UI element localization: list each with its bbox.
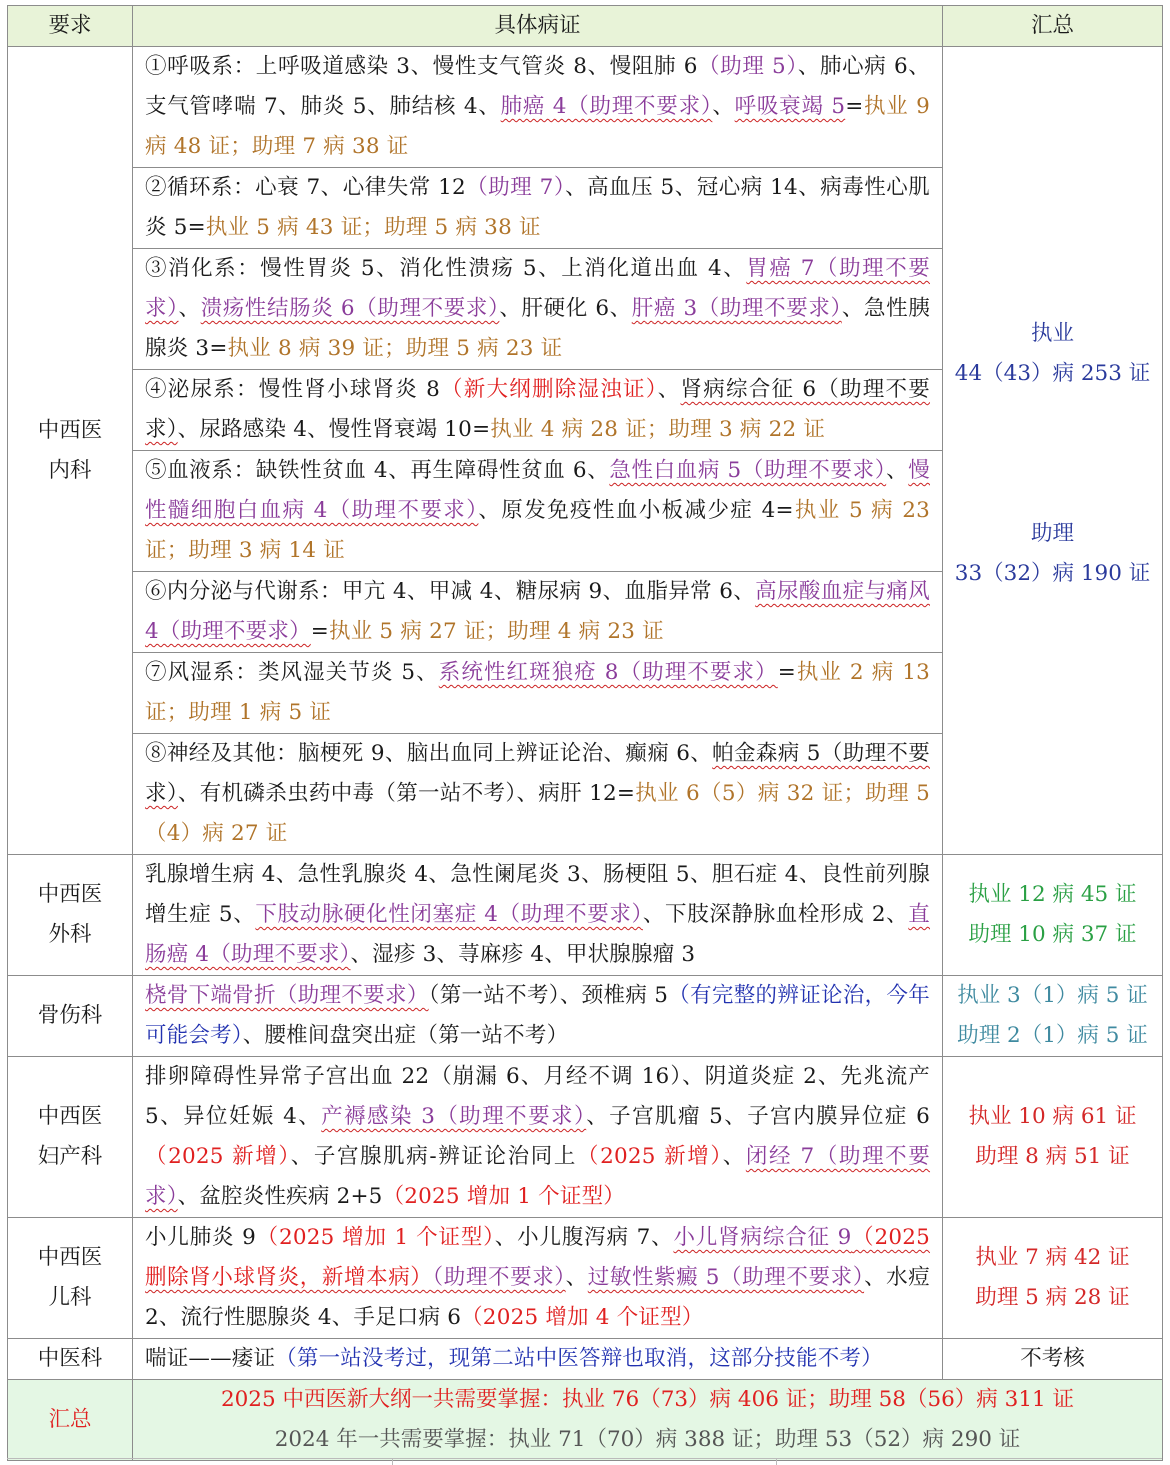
- tcm-cell: 喘证——痿证（第一站没考过，现第二站中医答辩也取消，这部分技能不考）: [133, 1339, 943, 1380]
- gyn-row: [8, 1057, 1163, 1218]
- peds-label: 中西医 儿科: [8, 1218, 133, 1339]
- peds-summary: 执业 7 病 42 证 助理 5 病 28 证: [943, 1218, 1163, 1339]
- digestive-cell: ③消化系：慢性胃炎 5、消化性溃疡 5、上消化道出血 4、胃癌 7（助理不要求）、溃疡性结肠炎 6（助理不要求）、肝硬化 6、肝癌 3（助理不要求）、急性胰腺炎 3=执业 8 病 39 证；助理 5 病 23 证: [133, 249, 943, 370]
- surgery-summary: 执业 12 病 45 证 助理 10 病 37 证: [943, 855, 1163, 976]
- gyn-label: 中西医 妇产科: [8, 1057, 133, 1218]
- ortho-row: [8, 976, 1163, 1057]
- internal-summary: [943, 47, 1163, 855]
- endocrine-cell: ⑥内分泌与代谢系：甲亢 4、甲减 4、糖尿病 9、血脂异常 6、高尿酸血症与痛风 4（助理不要求）=执业 5 病 27 证；助理 4 病 23 证: [133, 572, 943, 653]
- gyn-cell: 排卵障碍性异常子宫出血 22（崩漏 6、月经不调 16）、阴道炎症 2、先兆流产 5、异位妊娠 4、产褥感染 3（助理不要求）、子宫肌瘤 5、子宫内膜异位症 6（2025 新增）、子宫腺肌病-辨证论治同上（2025 新增）、闭经 7（助理不要求）、盆腔炎性疾病 2+5（2025 增加 1 个证型）: [133, 1057, 943, 1218]
- blood-cell: ⑤血液系：缺铁性贫血 4、再生障碍性贫血 6、急性白血病 5（助理不要求）、慢性髓细胞白血病 4（助理不要求）、原发免疫性血小板减少症 4=执业 5 病 23 证；助理 3 病 14 证: [133, 451, 943, 572]
- respiratory-cell: ①呼吸系：上呼吸道感染 3、慢性支气管炎 8、慢阻肺 6（助理 5）、肺心病 6、支气管哮喘 7、肺炎 5、肺结核 4、肺癌 4（助理不要求）、呼吸衰竭 5=执业 9 病 48 证；助理 7 病 38 证: [133, 47, 943, 168]
- total-cell: [133, 1380, 1163, 1461]
- ortho-cell: 桡骨下端骨折（助理不要求）（第一站不考）、颈椎病 5（有完整的辨证论治，今年可能会考）、腰椎间盘突出症（第一站不考）: [133, 976, 943, 1057]
- ortho-summary: 执业 3（1）病 5 证 助理 2（1）病 5 证: [943, 976, 1163, 1057]
- rheumatic-cell: ⑦风湿系：类风湿关节炎 5、系统性红斑狼疮 8（助理不要求）=执业 2 病 13 证；助理 1 病 5 证: [133, 653, 943, 734]
- total-label: 汇总: [8, 1380, 133, 1461]
- header-row: [8, 6, 1163, 47]
- neuro-cell: ⑧神经及其他：脑梗死 9、脑出血同上辨证论治、癫痫 6、帕金森病 5（助理不要求）、有机磷杀虫药中毒（第一站不考）、病肝 12=执业 6（5）病 32 证；助理 5（4）病 27 证: [133, 734, 943, 855]
- bottom-divider: [7, 1458, 1162, 1459]
- ortho-label: 骨伤科: [8, 976, 133, 1057]
- tcm-row: [8, 1339, 1163, 1380]
- header-details: 具体病证: [133, 6, 943, 47]
- header-requirement: 要求: [8, 6, 133, 47]
- tcm-label: 中医科: [8, 1339, 133, 1380]
- peds-cell: 小儿肺炎 9（2025 增加 1 个证型）、小儿腹泻病 7、小儿肾病综合征 9（2025 删除肾小球肾炎，新增本病）（助理不要求）、过敏性紫癜 5（助理不要求）、水痘 2、流行性腮腺炎 4、手足口病 6（2025 增加 4 个证型）: [133, 1218, 943, 1339]
- internal-practice-count: 44（43）病 253 证: [954, 360, 1151, 386]
- syllabus-table: [7, 5, 1163, 1461]
- internal-assistant-label: 助理: [1030, 520, 1074, 546]
- surgery-cell: 乳腺增生病 4、急性乳腺炎 4、急性阑尾炎 3、肠梗阻 5、胆石症 4、良性前列腺增生症 5、下肢动脉硬化性闭塞症 4（助理不要求）、下肢深静脉血栓形成 2、直肠癌 4（助理不要求）、湿疹 3、荨麻疹 4、甲状腺腺瘤 3: [133, 855, 943, 976]
- internal-row-respiratory: [8, 47, 1163, 168]
- surgery-label: 中西医 外科: [8, 855, 133, 976]
- internal-practice-label: 执业: [1030, 320, 1074, 346]
- gyn-summary: 执业 10 病 61 证 助理 8 病 51 证: [943, 1057, 1163, 1218]
- urinary-cell: ④泌尿系：慢性肾小球肾炎 8（新大纲删除湿浊证）、肾病综合征 6（助理不要求）、尿路感染 4、慢性肾衰竭 10=执业 4 病 28 证；助理 3 病 22 证: [133, 370, 943, 451]
- tcm-summary: 不考核: [943, 1339, 1163, 1380]
- bottom-tick-1: [392, 1458, 393, 1465]
- total-line-2025: 2025 中西医新大纲一共需要掌握：执业 76（73）病 406 证；助理 58（56）病 311 证: [220, 1387, 1075, 1412]
- header-summary: 汇总: [943, 6, 1163, 47]
- peds-row: [8, 1218, 1163, 1339]
- circulatory-cell: ②循环系：心衰 7、心律失常 12（助理 7）、高血压 5、冠心病 14、病毒性心肌炎 5=执业 5 病 43 证；助理 5 病 38 证: [133, 168, 943, 249]
- total-line-2024: 2024 年一共需要掌握：执业 71（70）病 388 证；助理 53（52）病 290 证: [274, 1427, 1021, 1452]
- internal-label: 中西医 内科: [8, 47, 133, 855]
- internal-assistant-count: 33（32）病 190 证: [954, 560, 1151, 586]
- bottom-tick-2: [776, 1458, 777, 1465]
- surgery-row: [8, 855, 1163, 976]
- total-row: [8, 1380, 1163, 1461]
